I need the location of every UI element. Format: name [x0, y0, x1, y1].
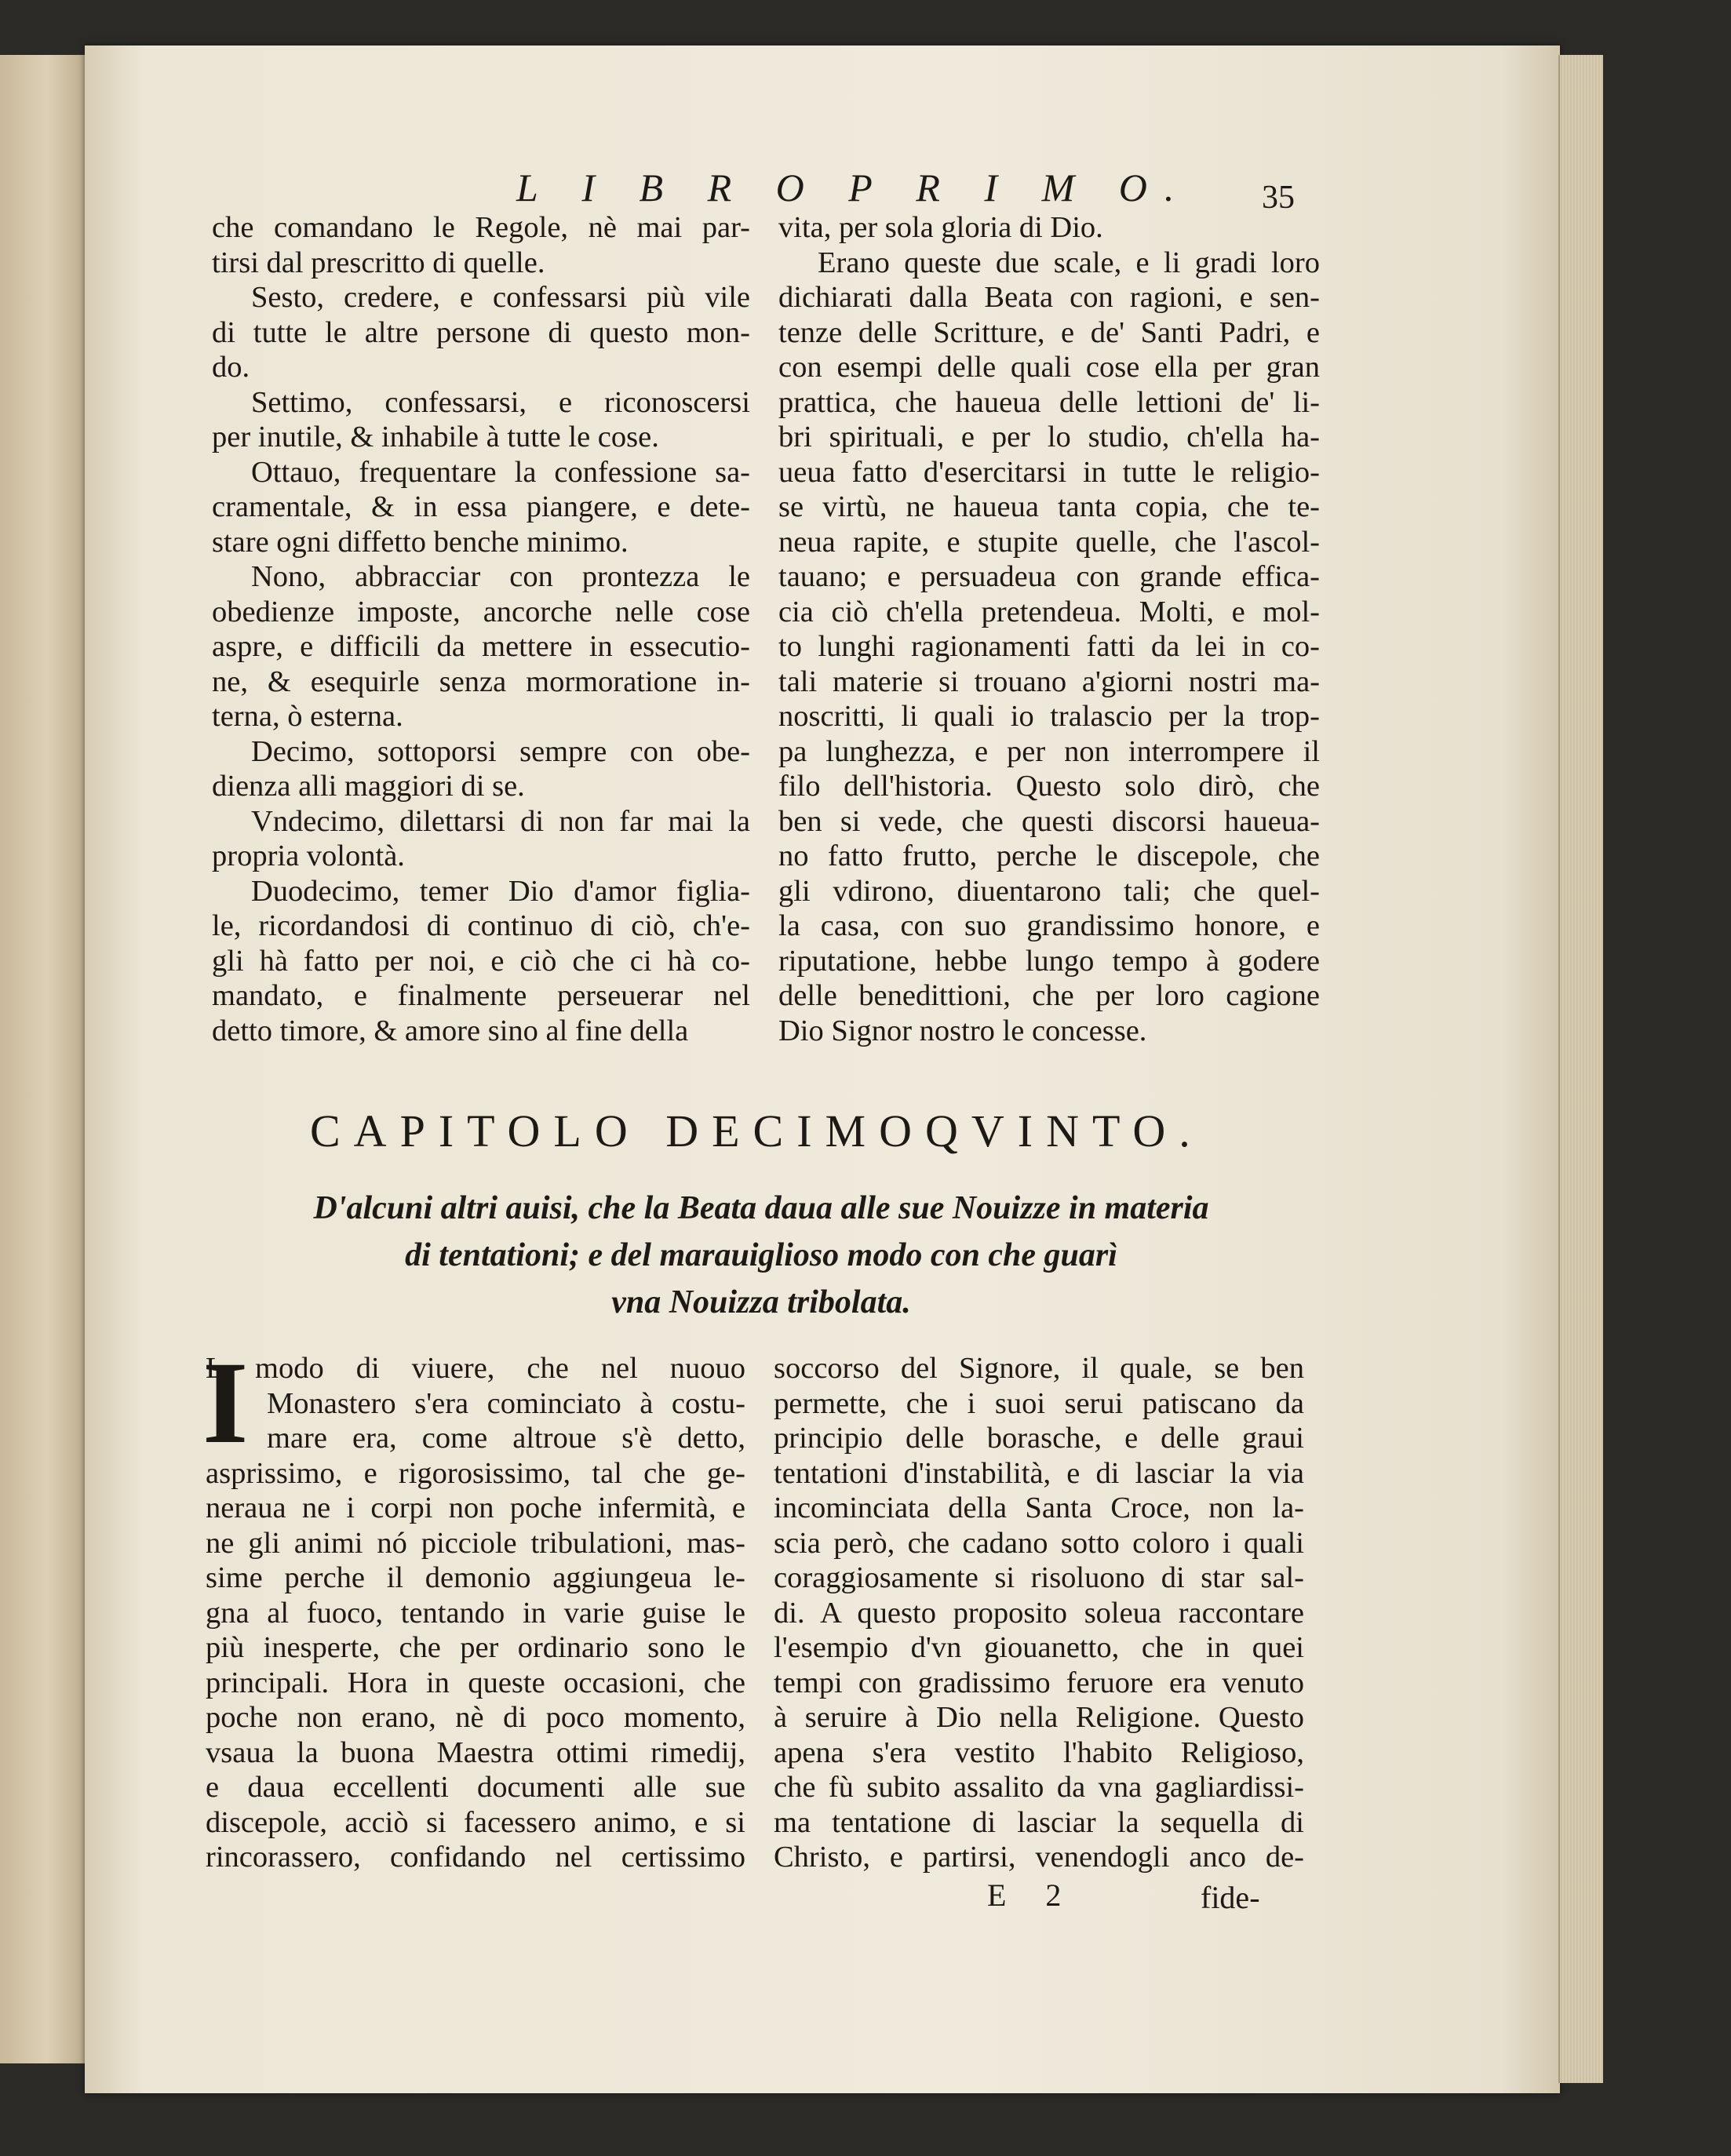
text-line: di tutte le altre persone di questo mon- — [212, 315, 750, 349]
text-line: mare era, come altroue s'è detto, — [267, 1422, 745, 1455]
text-line: obedienze imposte, ancorche nelle cose — [212, 595, 750, 628]
text-line: aspre, e difficili da mettere in essecutio- — [212, 630, 750, 663]
text-line: la casa, con suo grandissimo honore, e — [778, 909, 1320, 942]
text-line: tentationi d'instabilità, e di lasciar la via — [774, 1456, 1304, 1490]
page-stack-edge — [1558, 55, 1603, 2083]
text-line: Christo, e partirsi, venendogli anco de- — [774, 1841, 1304, 1874]
bottom-right-column — [774, 1351, 1304, 1875]
text-line: Monastero s'era cominciato à costu- — [267, 1386, 745, 1420]
text-line: Dio Signor nostro le concesse. — [778, 1014, 1147, 1047]
left-page-edge — [0, 55, 85, 2063]
text-line: stare ogni diffetto benche minimo. — [212, 525, 629, 559]
page-number: 35 — [1262, 180, 1295, 216]
text-line: tirsi dal prescritto di quelle. — [212, 246, 545, 279]
text-line: detto timore, & amore sino al fine della — [212, 1014, 689, 1047]
text-line: principali. Hora in queste occasioni, che — [206, 1666, 745, 1699]
text-line: mandato, e finalmente perseuerar nel — [212, 979, 750, 1012]
text-line: per inutile, & inhabile à tutte le cose. — [212, 421, 659, 453]
text-line: di. A questo proposito soleua raccontare — [774, 1596, 1304, 1630]
summary-line: di tentationi; e del marauiglioso modo con che guarì — [405, 1237, 1117, 1273]
text-line: apena s'era vestito l'habito Religioso, — [774, 1735, 1304, 1769]
running-head-title: L I B R O P R I M O. — [516, 166, 1192, 209]
text-line: Sesto, credere, e confessarsi più vile — [251, 281, 750, 314]
text-line: poche non erano, nè di poco momento, — [206, 1701, 745, 1734]
bottom-left-column — [206, 1351, 745, 1875]
text-line: scia però, che cadano sotto coloro i quali — [774, 1526, 1304, 1560]
text-line: che fù subito assalito da vna gagliardissi- — [774, 1771, 1304, 1804]
text-line: Nono, abbracciar con prontezza le — [251, 560, 750, 593]
signature-mark: E 2 — [987, 1877, 1077, 1913]
text-line: filo dell'historia. Questo solo dirò, che — [778, 770, 1320, 803]
text-line: e daua eccellenti documenti alle sue — [206, 1771, 745, 1804]
text-line: dichiarati dalla Beata con ragioni, e sen- — [778, 281, 1320, 314]
text-line: prattica, che haueua delle lettioni de' li- — [778, 385, 1320, 419]
text-line: tempi con gradissimo feruore era venuto — [774, 1666, 1304, 1699]
text-line: Decimo, sottoporsi sempre con obe- — [251, 734, 750, 768]
text-line: pa lunghezza, e per non interrompere il — [778, 734, 1320, 768]
text-line: cramentale, & in essa piangere, e dete- — [212, 490, 750, 523]
text-line: con esempi delle quali cose ella per gran — [778, 351, 1320, 384]
text-line: ma tentatione di lasciar la sequella di — [774, 1805, 1304, 1839]
text-line: rincorassero, confidando nel certissimo — [206, 1841, 745, 1874]
text-line: coraggiosamente si risoluono di star sal- — [774, 1561, 1304, 1594]
text-line: gli vdirono, diuentarono tali; che quel- — [778, 874, 1320, 908]
text-line: neua rapite, e stupite quelle, che l'ascol- — [778, 525, 1320, 559]
text-line: ne gli animi nó picciole tribulationi, mas- — [206, 1526, 745, 1560]
chapter-summary — [212, 1185, 1310, 1326]
top-right-column — [778, 210, 1320, 1048]
text-line: neraua ne i corpi non poche infermità, e — [206, 1491, 745, 1524]
text-line: à seruire à Dio nella Religione. Questo — [774, 1701, 1304, 1734]
text-line: cia ciò ch'ella pretendeua. Molti, e mol- — [778, 595, 1320, 628]
drop-cap: I — [202, 1338, 249, 1468]
text-line: più inesperte, che per ordinario sono le — [206, 1631, 745, 1664]
text-line: asprissimo, e rigorosissimo, tal che ge- — [206, 1456, 745, 1490]
text-line: che comandano le Regole, nè mai par- — [212, 211, 750, 244]
text-line: tali materie si trouano a'giorni nostri ma- — [778, 665, 1320, 698]
text-line: vita, per sola gloria di Dio. — [778, 211, 1103, 244]
text-line: discepole, acciò si facessero animo, e si — [206, 1805, 745, 1839]
text-line: gli hà fatto per noi, e ciò che ci hà co- — [212, 944, 750, 978]
chapter-title: CAPITOLO DECIMOQVINTO. — [310, 1105, 1204, 1156]
text-line: principio delle borasche, e delle graui — [774, 1422, 1304, 1455]
text-line: Settimo, confessarsi, e riconoscersi — [251, 385, 750, 419]
text-line: terna, ò esterna. — [212, 700, 403, 733]
text-line: gna al fuoco, tentando in varie guise le — [206, 1596, 745, 1630]
text-line: ben si vede, che questi discorsi haueua- — [778, 804, 1320, 838]
text-line: soccorso del Signore, il quale, se ben — [774, 1352, 1304, 1385]
text-line: L modo di viuere, che nel nuouo — [206, 1352, 745, 1385]
text-line: ne, & esequirle senza mormoratione in- — [212, 665, 750, 698]
top-left-column — [212, 210, 750, 1048]
text-line: l'esempio d'vn giouanetto, che in quei — [774, 1631, 1304, 1664]
text-line: tenze delle Scritture, e de' Santi Padri, e — [778, 315, 1320, 349]
text-line: no fatto frutto, perche le discepole, che — [778, 839, 1320, 872]
text-line: delle benedittioni, che per loro cagione — [778, 979, 1320, 1012]
text-line: permette, che i suoi serui patiscano da — [774, 1386, 1304, 1420]
text-line: incominciata della Santa Croce, non la- — [774, 1491, 1304, 1524]
text-line: vsaua la buona Maestra ottimi rimedij, — [206, 1735, 745, 1769]
text-line: to lunghi ragionamenti fatti da lei in co- — [778, 630, 1320, 663]
text-line: le, ricordandosi di continuo di ciò, ch'e- — [212, 909, 750, 942]
text-line: tauano; e persuadeua con grande effica- — [778, 560, 1320, 593]
text-line: do. — [212, 351, 250, 384]
summary-line: vna Nouizza tribolata. — [611, 1284, 911, 1320]
summary-line: D'alcuni altri auisi, che la Beata daua alle sue Nouizze in materia — [313, 1190, 1209, 1226]
text-line: se virtù, ne haueua tanta copia, che te- — [778, 490, 1320, 523]
text-line: sime perche il demonio aggiungeua le- — [206, 1561, 745, 1594]
text-line: noscritti, li quali io tralascio per la trop- — [778, 700, 1320, 733]
text-line: dienza alli maggiori di se. — [212, 770, 525, 803]
text-line: Ottauo, frequentare la confessione sa- — [251, 455, 750, 489]
text-line: Duodecimo, temer Dio d'amor figlia- — [251, 874, 750, 908]
text-line: riputatione, hebbe lungo tempo à godere — [778, 944, 1320, 978]
text-line: propria volontà. — [212, 839, 405, 872]
text-line: Erano queste due scale, e li gradi loro — [818, 246, 1320, 279]
text-line: ueua fatto d'esercitarsi in tutte le religio- — [778, 455, 1320, 489]
catchword: fide- — [1201, 1880, 1260, 1915]
text-line: bri spirituali, e per lo studio, ch'ella ha- — [778, 421, 1320, 453]
text-line: Vndecimo, dilettarsi di non far mai la — [251, 804, 750, 838]
